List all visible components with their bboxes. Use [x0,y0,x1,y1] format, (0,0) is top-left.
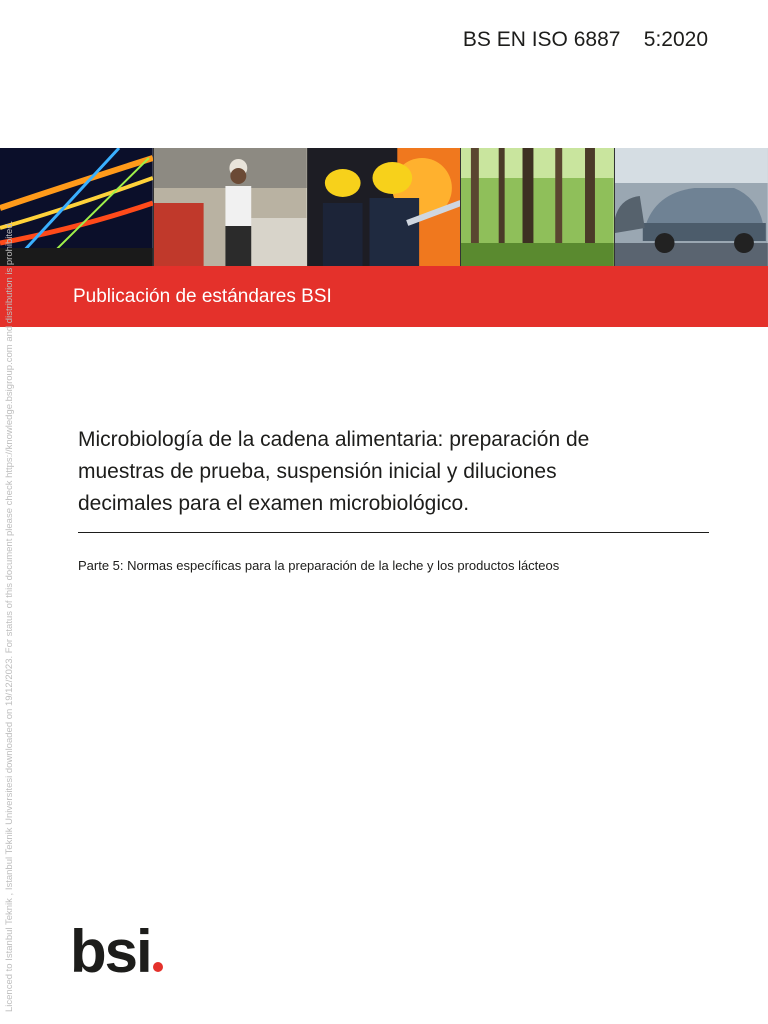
licence-watermark: Licenced to Istanbul Teknik , Istanbul Teknik Universitesi downloaded on 19/12/2023. For status of this document please check https://knowledge.bsigroup.com and distribution is prohibited. [4,220,15,1012]
title-divider [78,532,709,533]
document-title: Microbiología de la cadena alimentaria: preparación de muestras de prueba, suspensión inicial y diluciones decimales para el examen microbiológico. [78,428,590,515]
standard-number: BS EN ISO 6887 5:2020 [462,28,708,51]
bsi-logo [70,916,170,978]
factory-worker-image [154,148,308,266]
document-subtitle: Parte 5: Normas específicas para la preparación de la leche y los productos lácteos [78,558,560,573]
car-assembly-image [615,148,768,266]
light-trails-image [0,148,154,266]
forest-image [461,148,615,266]
band-title: Publicación de estándares BSI [73,286,332,307]
photo-strip [0,148,768,266]
firefighters-image [308,148,462,266]
publication-band [0,266,768,327]
svg-text:bsi: bsi [70,918,151,978]
